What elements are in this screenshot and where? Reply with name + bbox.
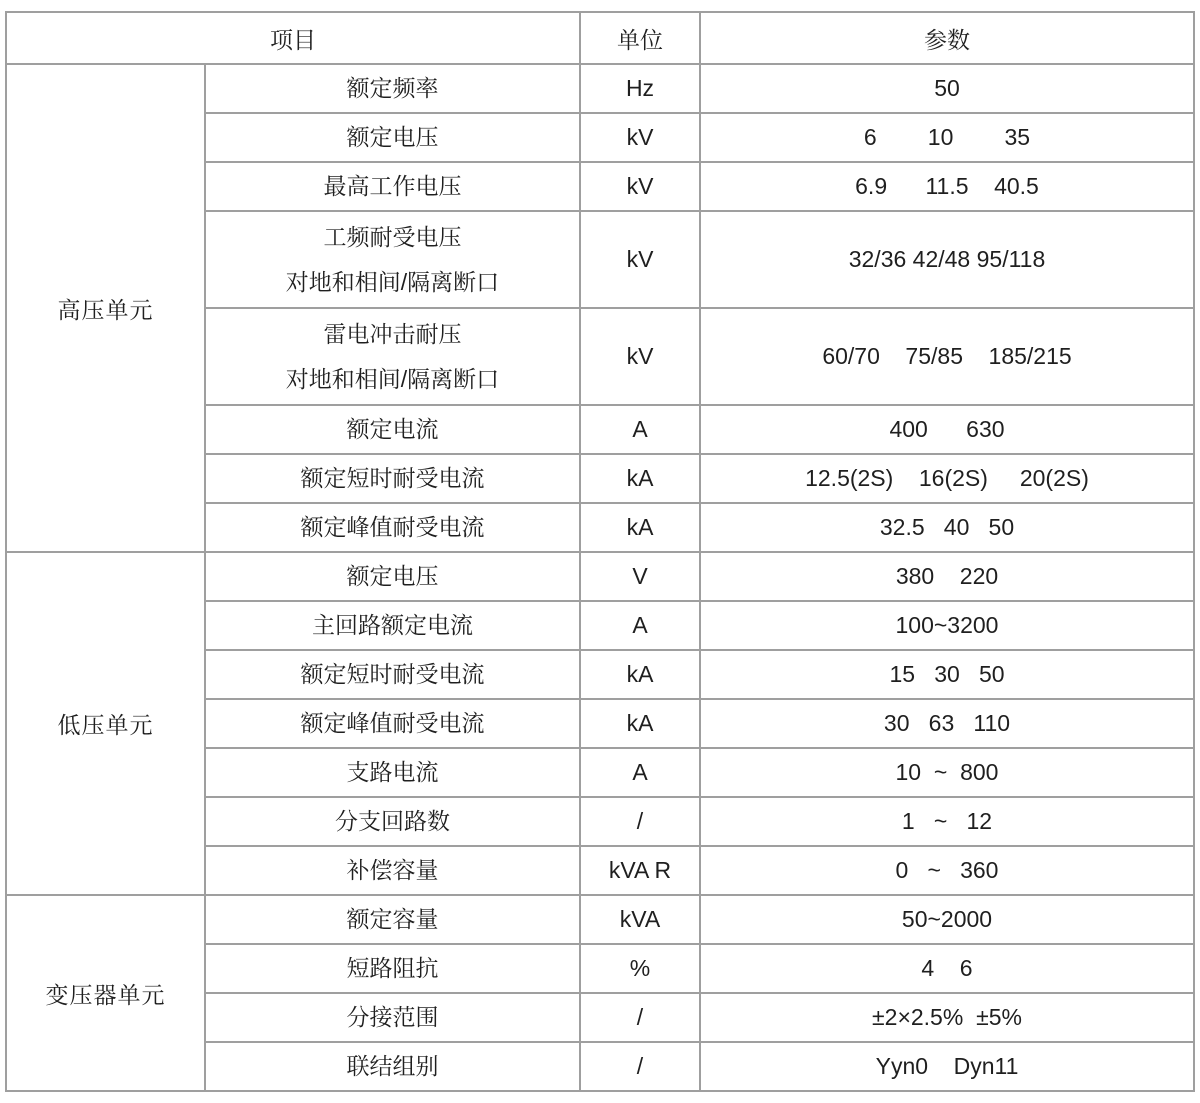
- item-line: 额定电压: [346, 124, 439, 150]
- item-cell: [205, 162, 580, 211]
- unit-cell: Hz: [580, 64, 700, 113]
- item-line: 工频耐受电压: [323, 223, 462, 250]
- item-line: 最高工作电压: [323, 173, 462, 199]
- item-cell: [205, 211, 580, 308]
- param-cell: 10 ~ 800: [700, 748, 1194, 797]
- header-param: 参数: [700, 12, 1194, 64]
- param-cell: 100~3200: [700, 601, 1194, 650]
- unit-cell: kV: [580, 308, 700, 405]
- param-cell: 50~2000: [700, 895, 1194, 944]
- item-line: 额定频率: [346, 75, 439, 101]
- unit-cell: kA: [580, 650, 700, 699]
- unit-cell: kV: [580, 211, 700, 308]
- header-item: 项目: [6, 12, 580, 64]
- item-line: 额定峰值耐受电流: [300, 514, 485, 540]
- item-cell: [205, 895, 580, 944]
- header-unit: 单位: [580, 12, 700, 64]
- param-cell: 32.5 40 50: [700, 503, 1194, 552]
- item-cell: [205, 748, 580, 797]
- unit-cell: kVA: [580, 895, 700, 944]
- table-row: [6, 552, 1194, 601]
- item-cell: [205, 650, 580, 699]
- param-cell: 0 ~ 360: [700, 846, 1194, 895]
- param-cell: Yyn0 Dyn11: [700, 1042, 1194, 1091]
- item-line: 额定电流: [346, 416, 439, 442]
- header-row: [6, 12, 1194, 64]
- item-cell: [205, 944, 580, 993]
- unit-cell: A: [580, 601, 700, 650]
- group-label-cell: 高压单元: [6, 64, 205, 552]
- spec-table: [5, 11, 1195, 1092]
- unit-cell: A: [580, 405, 700, 454]
- unit-cell: /: [580, 1042, 700, 1091]
- unit-cell: kA: [580, 699, 700, 748]
- item-cell: [205, 308, 580, 405]
- unit-cell: /: [580, 797, 700, 846]
- param-cell: 6.9 11.5 40.5: [700, 162, 1194, 211]
- param-cell: 400 630: [700, 405, 1194, 454]
- item-cell: [205, 601, 580, 650]
- item-cell: [205, 797, 580, 846]
- item-line: 对地和相间/隔离断口: [285, 365, 500, 392]
- spec-table-body: [6, 64, 1194, 1091]
- item-cell: [205, 503, 580, 552]
- unit-cell: %: [580, 944, 700, 993]
- param-cell: 30 63 110: [700, 699, 1194, 748]
- spec-table-header: [6, 12, 1194, 64]
- item-line: 雷电冲击耐压: [323, 320, 462, 347]
- item-line: 补偿容量: [346, 857, 439, 883]
- item-line: 短路阻抗: [346, 955, 439, 981]
- unit-cell: kV: [580, 162, 700, 211]
- item-line: 支路电流: [346, 759, 439, 785]
- param-cell: 6 10 35: [700, 113, 1194, 162]
- item-cell: [205, 552, 580, 601]
- unit-cell: kV: [580, 113, 700, 162]
- param-cell: 50: [700, 64, 1194, 113]
- table-row: [6, 64, 1194, 113]
- item-cell: [205, 993, 580, 1042]
- item-cell: [205, 846, 580, 895]
- item-cell: [205, 699, 580, 748]
- item-cell: [205, 1042, 580, 1091]
- param-cell: 15 30 50: [700, 650, 1194, 699]
- unit-cell: /: [580, 993, 700, 1042]
- item-cell: [205, 64, 580, 113]
- unit-cell: V: [580, 552, 700, 601]
- item-line: 额定容量: [346, 906, 439, 932]
- item-line: 主回路额定电流: [312, 612, 473, 638]
- item-line: 对地和相间/隔离断口: [285, 268, 500, 295]
- item-line: 分支回路数: [335, 808, 450, 834]
- unit-cell: A: [580, 748, 700, 797]
- param-cell: ±2×2.5% ±5%: [700, 993, 1194, 1042]
- param-cell: 12.5(2S) 16(2S) 20(2S): [700, 454, 1194, 503]
- item-line: 额定峰值耐受电流: [300, 710, 485, 736]
- unit-cell: kA: [580, 454, 700, 503]
- param-cell: 380 220: [700, 552, 1194, 601]
- item-cell: [205, 405, 580, 454]
- param-cell: 32/36 42/48 95/118: [700, 211, 1194, 308]
- param-cell: 1 ~ 12: [700, 797, 1194, 846]
- unit-cell: kA: [580, 503, 700, 552]
- param-cell: 4 6: [700, 944, 1194, 993]
- item-cell: [205, 113, 580, 162]
- group-label-cell: 低压单元: [6, 552, 205, 895]
- group-label-cell: 变压器单元: [6, 895, 205, 1091]
- item-line: 额定短时耐受电流: [300, 661, 485, 687]
- item-line: 额定短时耐受电流: [300, 465, 485, 491]
- item-line: 分接范围: [346, 1004, 439, 1030]
- param-cell: 60/70 75/85 185/215: [700, 308, 1194, 405]
- unit-cell: kVA R: [580, 846, 700, 895]
- table-row: [6, 895, 1194, 944]
- item-line: 额定电压: [346, 563, 439, 589]
- item-line: 联结组别: [346, 1053, 439, 1079]
- item-cell: [205, 454, 580, 503]
